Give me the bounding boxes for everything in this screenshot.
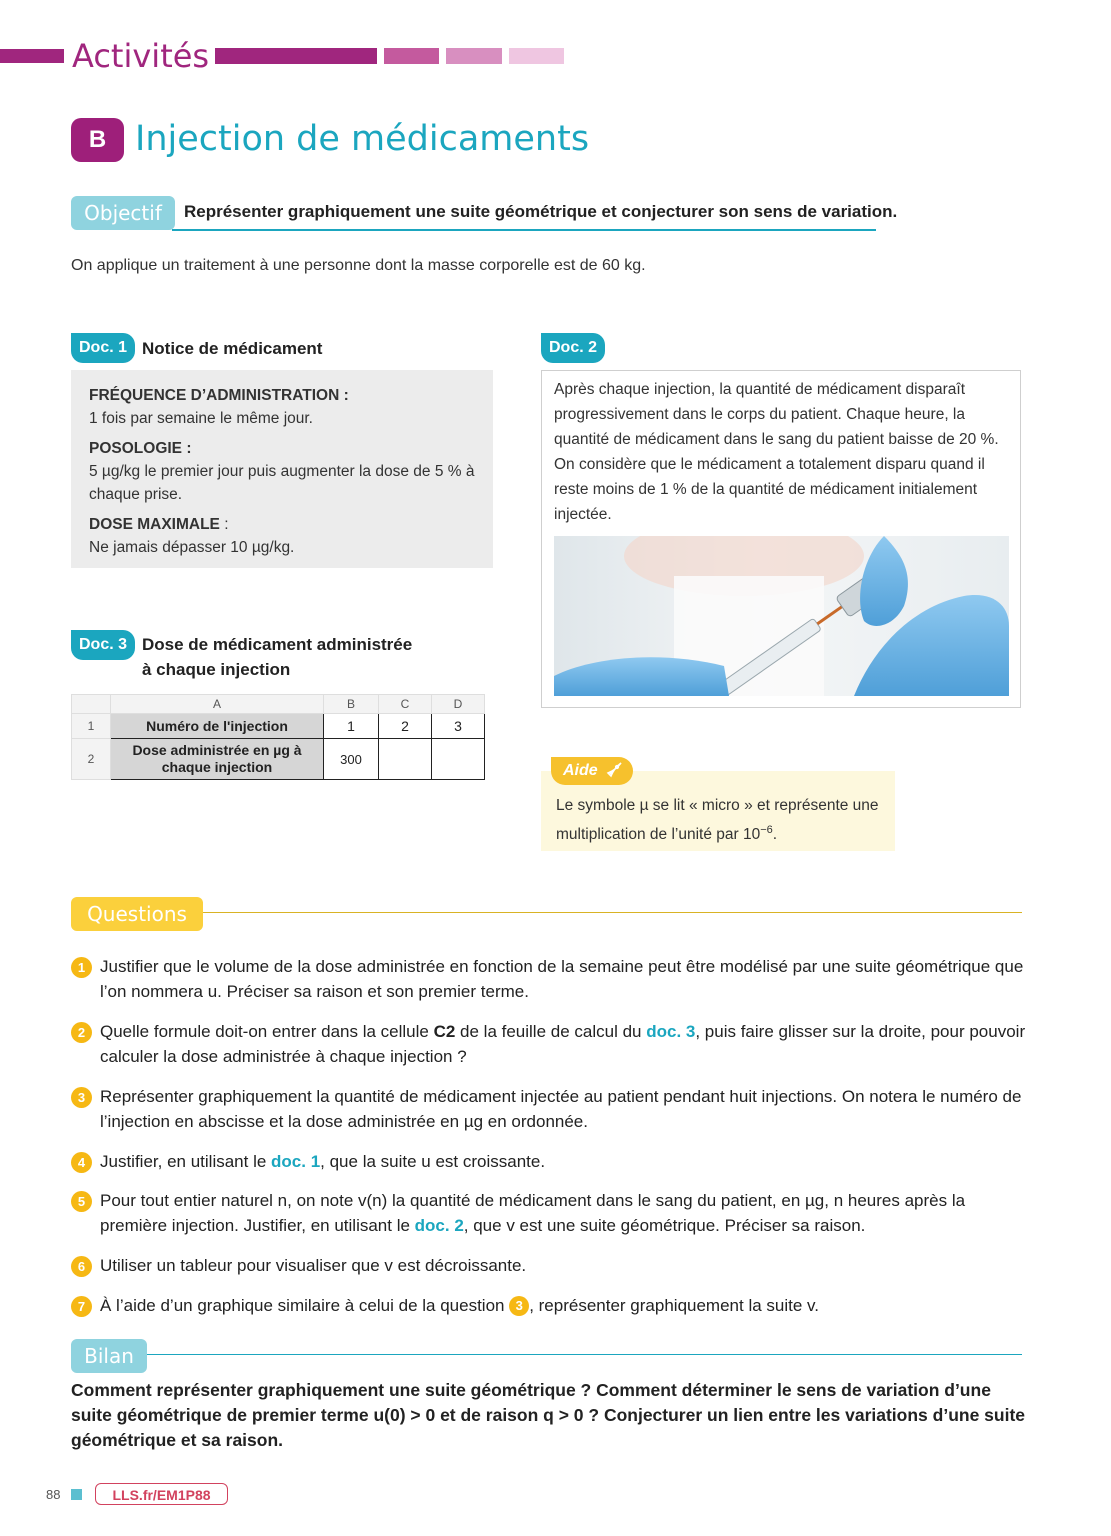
spreadsheet-table	[71, 694, 485, 780]
aide-text	[556, 793, 886, 847]
rocket-icon	[605, 761, 623, 789]
aide-label	[551, 757, 633, 785]
question-number: 7	[71, 1296, 92, 1317]
max-dose-label: DOSE MAXIMALE	[89, 516, 220, 533]
sheet-cell	[111, 739, 324, 780]
sheet-cell: 2	[379, 714, 432, 739]
sheet-col-header: D	[432, 695, 485, 714]
sheet-corner	[72, 695, 111, 714]
intro-text: On applique un traitement à une personne dont la masse corporelle est de 60 kg.	[71, 257, 646, 274]
question-text: Représenter graphiquement la quantité de médicament injectée au patient pendant huit injections. On notera le numéro de l’injection en abscisse et la dose administrée en µg en ordonnée.	[100, 1087, 1022, 1131]
page-title: Activités	[72, 37, 210, 75]
aide-text-end: .	[772, 826, 778, 844]
bilan-divider	[147, 1354, 1022, 1355]
question-number: 1	[71, 957, 92, 978]
sheet-cell: 300	[324, 739, 379, 780]
question-text	[100, 1149, 1030, 1174]
syringe-vial-photo	[554, 536, 1009, 696]
max-dose-text: Ne jamais dépasser 10 µg/kg.	[89, 539, 295, 556]
question-number: 6	[71, 1256, 92, 1277]
sheet-cell: 1	[324, 714, 379, 739]
header-bar-4	[509, 48, 564, 64]
header-bar-left	[0, 49, 64, 63]
question-text	[100, 1188, 1030, 1238]
question-number: 5	[71, 1191, 92, 1212]
question-text-part: Pour tout entier naturel n, on note v(n) la quantité de médicament dans le sang du patient, en µg, n heures après la première injection. Justifier, en utilisant le	[100, 1191, 966, 1235]
doc2-box	[541, 370, 1021, 708]
sheet-col-header: A	[111, 695, 324, 714]
max-dose-line	[89, 513, 479, 536]
cell-reference: C2	[433, 1022, 456, 1041]
objective-text: Représenter graphiquement une suite géométrique et conjecturer son sens de variation.	[184, 202, 898, 221]
doc1-badge: Doc. 1	[71, 333, 135, 363]
max-dose-sep: :	[219, 516, 229, 533]
doc1-notice-box	[71, 370, 493, 568]
page-number: 88	[46, 1487, 61, 1502]
section-letter-badge: B	[71, 118, 124, 162]
doc3-title	[142, 632, 412, 682]
sheet-row-number: 2	[72, 739, 111, 780]
doc1-link[interactable]: doc. 1	[271, 1152, 321, 1171]
question-text-part: , représenter graphiquement la suite v.	[529, 1296, 819, 1315]
question-number: 2	[71, 1022, 92, 1043]
objective-underline	[172, 229, 876, 231]
question-ref-badge: 3	[509, 1296, 529, 1316]
doc2-text: Après chaque injection, la quantité de médicament disparaît progressivement dans le corps du patient. Chaque heure, la quantité de médicament dans le sang du patient baisse de 20 %. On considère que le médicament a totalement disparu quand il reste moins de 1 % de la quantité de médicament initialement injectée.	[554, 381, 999, 523]
doc1-title: Notice de médicament	[142, 339, 323, 358]
question-text-part: , que v est une suite géométrique. Préciser sa raison.	[463, 1216, 866, 1235]
page-square-marker	[71, 1489, 82, 1500]
sheet-cell	[432, 739, 485, 780]
sheet-cell: 3	[432, 714, 485, 739]
aide-label-text: Aide	[563, 762, 598, 779]
sheet-cell-line: chaque injection	[161, 759, 273, 775]
question-text-part: Justifier, en utilisant le	[100, 1152, 272, 1171]
header-bar-3	[446, 48, 502, 64]
freq-label: FRÉQUENCE D’ADMINISTRATION :	[89, 387, 349, 404]
sheet-column-header-row	[72, 695, 485, 714]
question-text	[100, 1019, 1030, 1069]
questions-label: Questions	[71, 897, 203, 931]
question-text	[100, 1293, 1030, 1318]
section-title: Injection de médicaments	[135, 119, 590, 159]
bilan-label: Bilan	[71, 1339, 147, 1373]
doc3-badge: Doc. 3	[71, 630, 135, 660]
question-text-part: Quelle formule doit-on entrer dans la cellule	[100, 1022, 434, 1041]
question-number: 4	[71, 1152, 92, 1173]
aide-text-main: Le symbole µ se lit « micro » et représente une multiplication de l’unité par 10	[556, 797, 879, 844]
question-text-part: , que la suite u est croissante.	[320, 1152, 546, 1171]
doc3-title-line1: Dose de médicament administrée	[142, 635, 413, 654]
doc3-link[interactable]: doc. 3	[646, 1022, 696, 1041]
question-text: Utiliser un tableur pour visualiser que v est décroissante.	[100, 1256, 527, 1275]
objective-label: Objectif	[71, 196, 175, 230]
question-text-part: À l’aide d’un graphique similaire à celui de la question	[100, 1296, 510, 1315]
posology-label: POSOLOGIE :	[89, 440, 192, 457]
header-bar-2	[384, 48, 439, 64]
question-text: Justifier que le volume de la dose administrée en fonction de la semaine peut être modélisé par une suite géométrique que l’on nommera u. Préciser sa raison et son premier terme.	[100, 957, 1024, 1001]
bilan-text: Comment représenter graphiquement une suite géométrique ? Comment déterminer le sens de variation d’une suite géométrique de premier terme u(0) > 0 et de raison q > 0 ? Conjecturer un lien entre les variations d’une suite géométrique et sa raison.	[71, 1380, 1026, 1450]
doc2-link[interactable]: doc. 2	[414, 1216, 464, 1235]
sheet-cell: Numéro de l'injection	[111, 714, 324, 739]
posology-text: 5 µg/kg le premier jour puis augmenter la dose de 5 % à chaque prise.	[89, 463, 475, 503]
syringe-photo-illustration	[554, 536, 1009, 696]
questions-divider	[203, 912, 1022, 913]
question-text-part: , puis faire glisser sur la droite, pour pouvoir calculer la dose administrée à chaque injection ?	[100, 1022, 1026, 1066]
lls-link[interactable]: LLS.fr/EM1P88	[95, 1483, 228, 1505]
doc2-badge: Doc. 2	[541, 333, 605, 363]
sheet-col-header: B	[324, 695, 379, 714]
question-text-part: de la feuille de calcul du	[455, 1022, 647, 1041]
header-bar-1	[215, 48, 377, 64]
sheet-cell	[379, 739, 432, 780]
sheet-row-number: 1	[72, 714, 111, 739]
question-number: 3	[71, 1087, 92, 1108]
doc3-title-line2: à chaque injection	[142, 660, 291, 679]
aide-exponent: −6	[760, 824, 773, 836]
freq-text: 1 fois par semaine le même jour.	[89, 410, 313, 427]
sheet-col-header: C	[379, 695, 432, 714]
sheet-cell-line: Dose administrée en µg à	[132, 742, 302, 758]
sheet-row	[72, 739, 485, 780]
sheet-row	[72, 714, 485, 739]
